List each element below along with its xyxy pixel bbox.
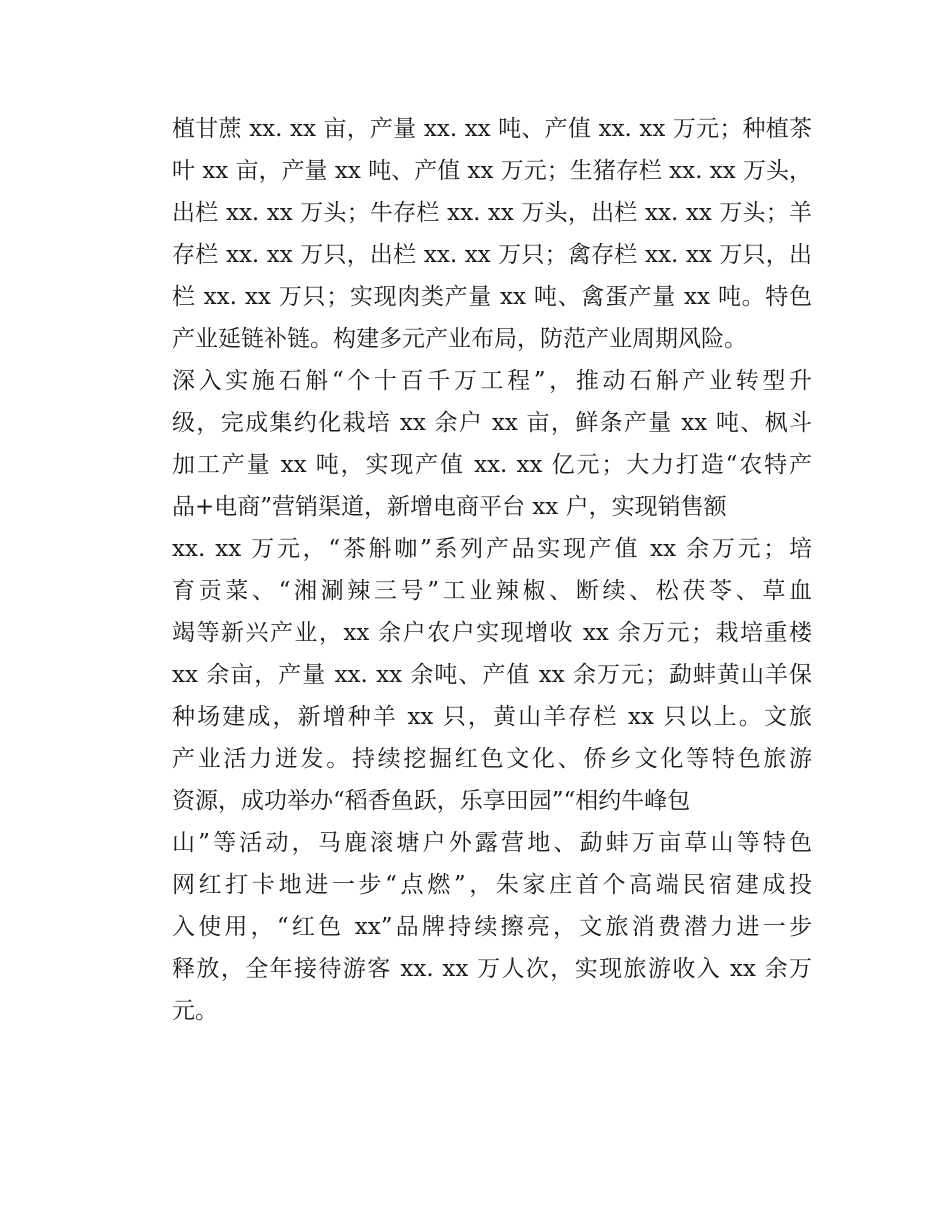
text-line: 出栏 xx. xx 万头；牛存栏 xx. xx 万头，出栏 xx. xx 万头；羊 [172,200,812,226]
text-line: 育贡菜、“湘涮辣三号”工业辣椒、断续、松茯苓、草血 [172,578,812,604]
text-line: xx 余亩，产量 xx. xx 余吨、产值 xx 余万元；勐蚌黄山羊保 [172,662,812,688]
body-paragraph [172,108,812,1032]
text-line: 资源，成功举办“稻香鱼跃，乐享田园”“相约牛峰包 [172,788,691,814]
text-line: 元。 [172,998,218,1024]
text-line: 级，完成集约化栽培 xx 余户 xx 亩，鲜条产量 xx 吨、枫斗 [172,410,812,436]
text-line: 种场建成，新增种羊 xx 只，黄山羊存栏 xx 只以上。文旅 [172,704,812,730]
text-line: 山”等活动，马鹿滚塘户外露营地、勐蚌万亩草山等特色 [172,830,812,856]
text-line: 竭等新兴产业，xx 余户农户实现增收 xx 余万元；栽培重楼 [172,620,812,646]
text-line: 叶 xx 亩，产量 xx 吨、产值 xx 万元；生猪存栏 xx. xx 万头， [172,158,812,184]
text-line: 网红打卡地进一步“点燃”，朱家庄首个高端民宿建成投 [172,872,812,898]
text-line: xx. xx 万元，“茶斛咖”系列产品实现产值 xx 余万元；培 [172,536,812,562]
text-line: 深入实施石斛“个十百千万工程”，推动石斛产业转型升 [172,368,812,394]
text-line: 加工产量 xx 吨，实现产值 xx. xx 亿元；大力打造“农特产 [172,452,812,478]
text-line: 存栏 xx. xx 万只，出栏 xx. xx 万只；禽存栏 xx. xx 万只，出 [172,242,812,268]
text-line: 入使用，“红色 xx”品牌持续擦亮，文旅消费潜力进一步 [172,914,812,940]
text-line: 释放，全年接待游客 xx. xx 万人次，实现旅游收入 xx 余万 [172,956,812,982]
text-line: 产业活力迸发。持续挖掘红色文化、侨乡文化等特色旅游 [172,746,812,772]
text-line: 品+电商”营销渠道，新增电商平台 xx 户，实现销售额 [172,494,727,520]
text-line: 栏 xx. xx 万只；实现肉类产量 xx 吨、禽蛋产量 xx 吨。特色 [172,284,812,310]
text-line: 植甘蔗 xx. xx 亩，产量 xx. xx 吨、产值 xx. xx 万元；种植茶 [172,116,812,142]
text-line: 产业延链补链。构建多元产业布局，防范产业周期风险。 [172,326,747,352]
